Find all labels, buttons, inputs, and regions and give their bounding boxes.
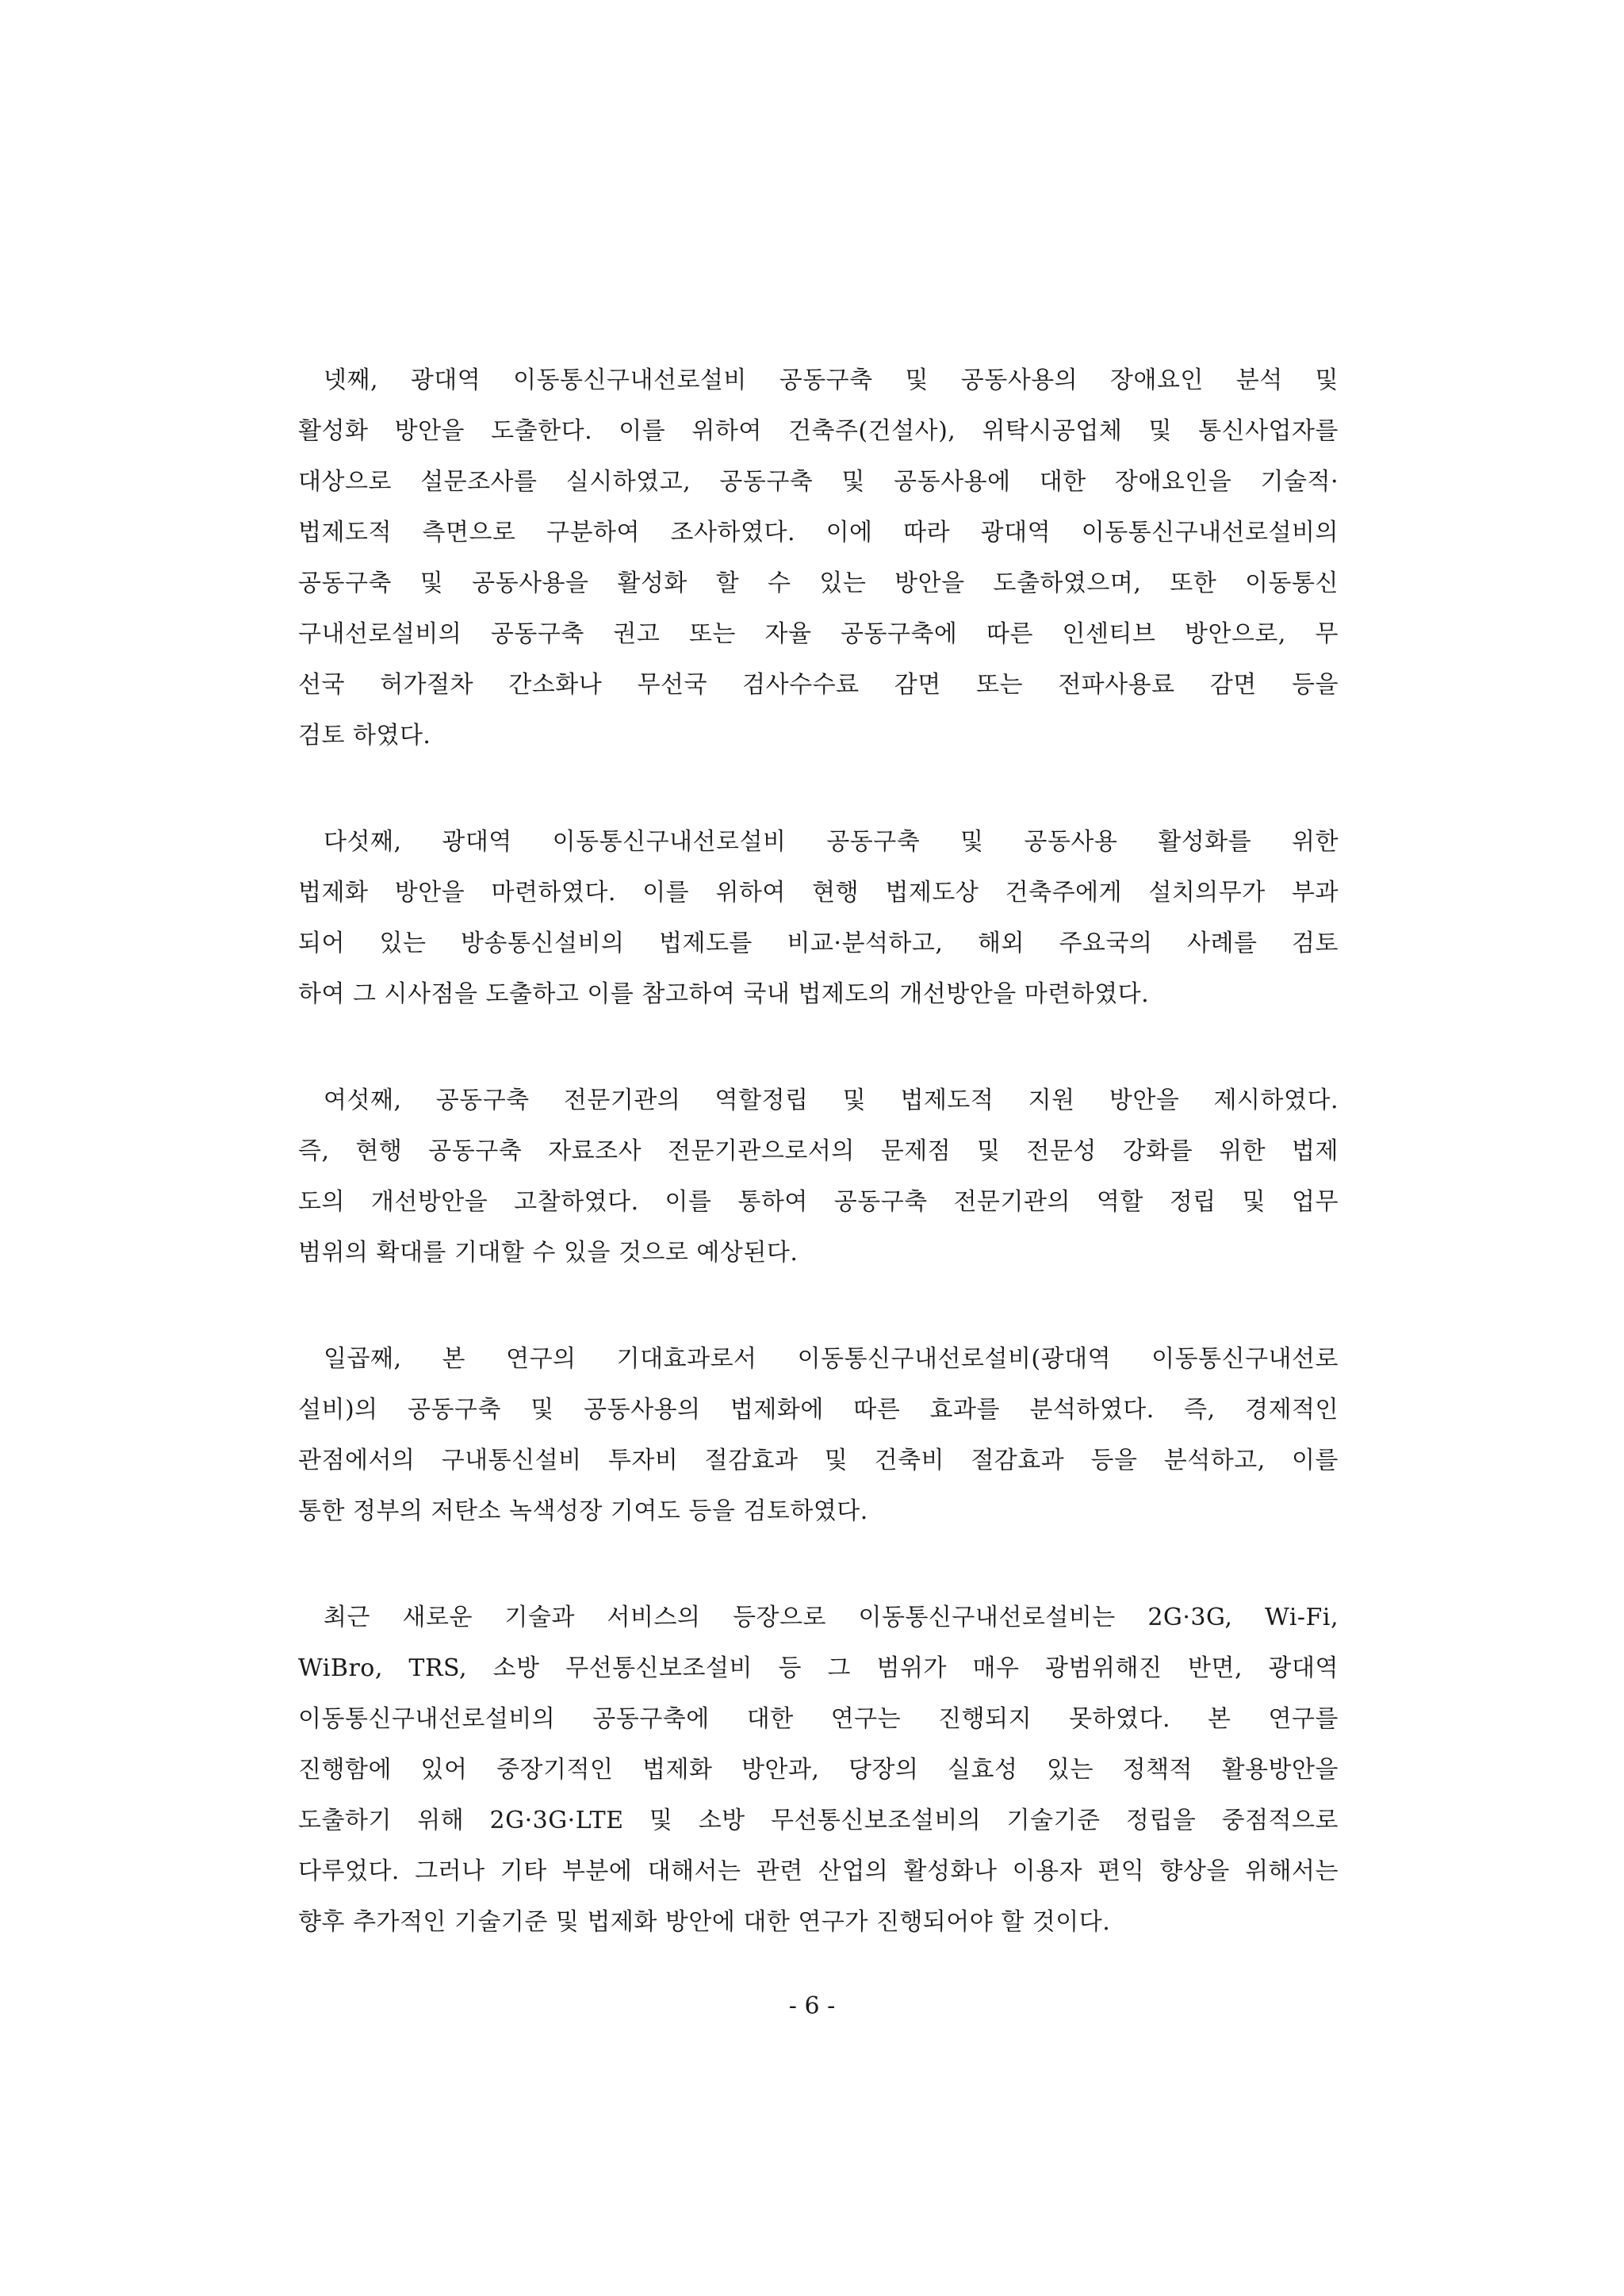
text-line: 활성화 방안을 도출한다. 이를 위하여 건축주(건설사), 위탁시공업체 및 통신사업자를 (298, 417, 1339, 445)
paragraph-fifth (298, 817, 1339, 1020)
page-number: - 6 - (788, 1992, 836, 2020)
text-line: 이동통신구내선로설비의 공동구축에 대한 연구는 진행되지 못하였다. 본 연구를 (298, 1705, 1339, 1733)
text-line: 선국 허가절차 간소화나 무선국 검사수수료 감면 또는 전파사용료 감면 등을 (298, 671, 1339, 699)
paragraph-conclusion (298, 1593, 1339, 1948)
text-line: 즉, 현행 공동구축 자료조사 전문기관으로서의 문제점 및 전문성 강화를 위한 법제 (298, 1137, 1339, 1165)
paragraph-seventh (298, 1334, 1339, 1537)
text-line: 법제화 방안을 마련하였다. 이를 위하여 현행 법제도상 건축주에게 설치의무가 부과 (298, 879, 1339, 907)
text-line: 다섯째, 광대역 이동통신구내선로설비 공동구축 및 공동사용 활성화를 위한 (324, 828, 1339, 856)
text-line: 최근 새로운 기술과 서비스의 등장으로 이동통신구내선로설비는 2G·3G, Wi-Fi, (324, 1604, 1339, 1631)
text-line: 일곱째, 본 연구의 기대효과로서 이동통신구내선로설비(광대역 이동통신구내선로 (324, 1345, 1339, 1373)
text-line: 도의 개선방안을 고찰하였다. 이를 통하여 공동구축 전문기관의 역할 정립 및 업무 (298, 1188, 1339, 1216)
text-line: 설비)의 공동구축 및 공동사용의 법제화에 따른 효과를 분석하였다. 즉, 경제적인 (298, 1396, 1339, 1424)
text-line: 하여 그 시사점을 도출하고 이를 참고하여 국내 법제도의 개선방안을 마련하였다. (298, 980, 1150, 1008)
text-line: 진행함에 있어 중장기적인 법제화 방안과, 당장의 실효성 있는 정책적 활용방안을 (298, 1756, 1339, 1784)
text-line: 대상으로 설문조사를 실시하였고, 공동구축 및 공동사용에 대한 장애요인을 기술적· (298, 468, 1339, 496)
text-line: WiBro, TRS, 소방 무선통신보조설비 등 그 범위가 매우 광범위해진 반면, 광대역 (298, 1654, 1339, 1682)
text-line: 되어 있는 방송통신설비의 법제도를 비교·분석하고, 해외 주요국의 사례를 검토 (298, 930, 1339, 957)
text-line: 공동구축 및 공동사용을 활성화 할 수 있는 방안을 도출하였으며, 또한 이동통신 (298, 569, 1339, 597)
paragraph-fourth (298, 355, 1339, 761)
text-line: 넷째, 광대역 이동통신구내선로설비 공동구축 및 공동사용의 장애요인 분석 및 (324, 366, 1339, 394)
text-line: 법제도적 측면으로 구분하여 조사하였다. 이에 따라 광대역 이동통신구내선로설비의 (298, 519, 1339, 546)
text-line: 구내선로설비의 공동구축 권고 또는 자율 공동구축에 따른 인센티브 방안으로, 무 (298, 620, 1339, 648)
text-line: 검토 하였다. (298, 722, 431, 749)
text-line: 범위의 확대를 기대할 수 있을 것으로 예상된다. (298, 1239, 799, 1267)
text-line: 도출하기 위해 2G·3G·LTE 및 소방 무선통신보조설비의 기술기준 정립을 중점적으로 (298, 1807, 1339, 1834)
paragraph-sixth (298, 1075, 1339, 1278)
body-text (298, 355, 1339, 2003)
text-line: 관점에서의 구내통신설비 투자비 절감효과 및 건축비 절감효과 등을 분석하고, 이를 (298, 1447, 1339, 1474)
text-line: 여섯째, 공동구축 전문기관의 역할정립 및 법제도적 지원 방안을 제시하였다. (324, 1087, 1339, 1114)
text-line: 통한 정부의 저탄소 녹색성장 기여도 등을 검토하였다. (298, 1497, 868, 1525)
text-line: 향후 추가적인 기술기준 및 법제화 방안에 대한 연구가 진행되어야 할 것이다. (298, 1908, 1111, 1936)
text-line: 다루었다. 그러나 기타 부분에 대해서는 관련 산업의 활성화나 이용자 편익 향상을 위해서는 (298, 1857, 1339, 1885)
